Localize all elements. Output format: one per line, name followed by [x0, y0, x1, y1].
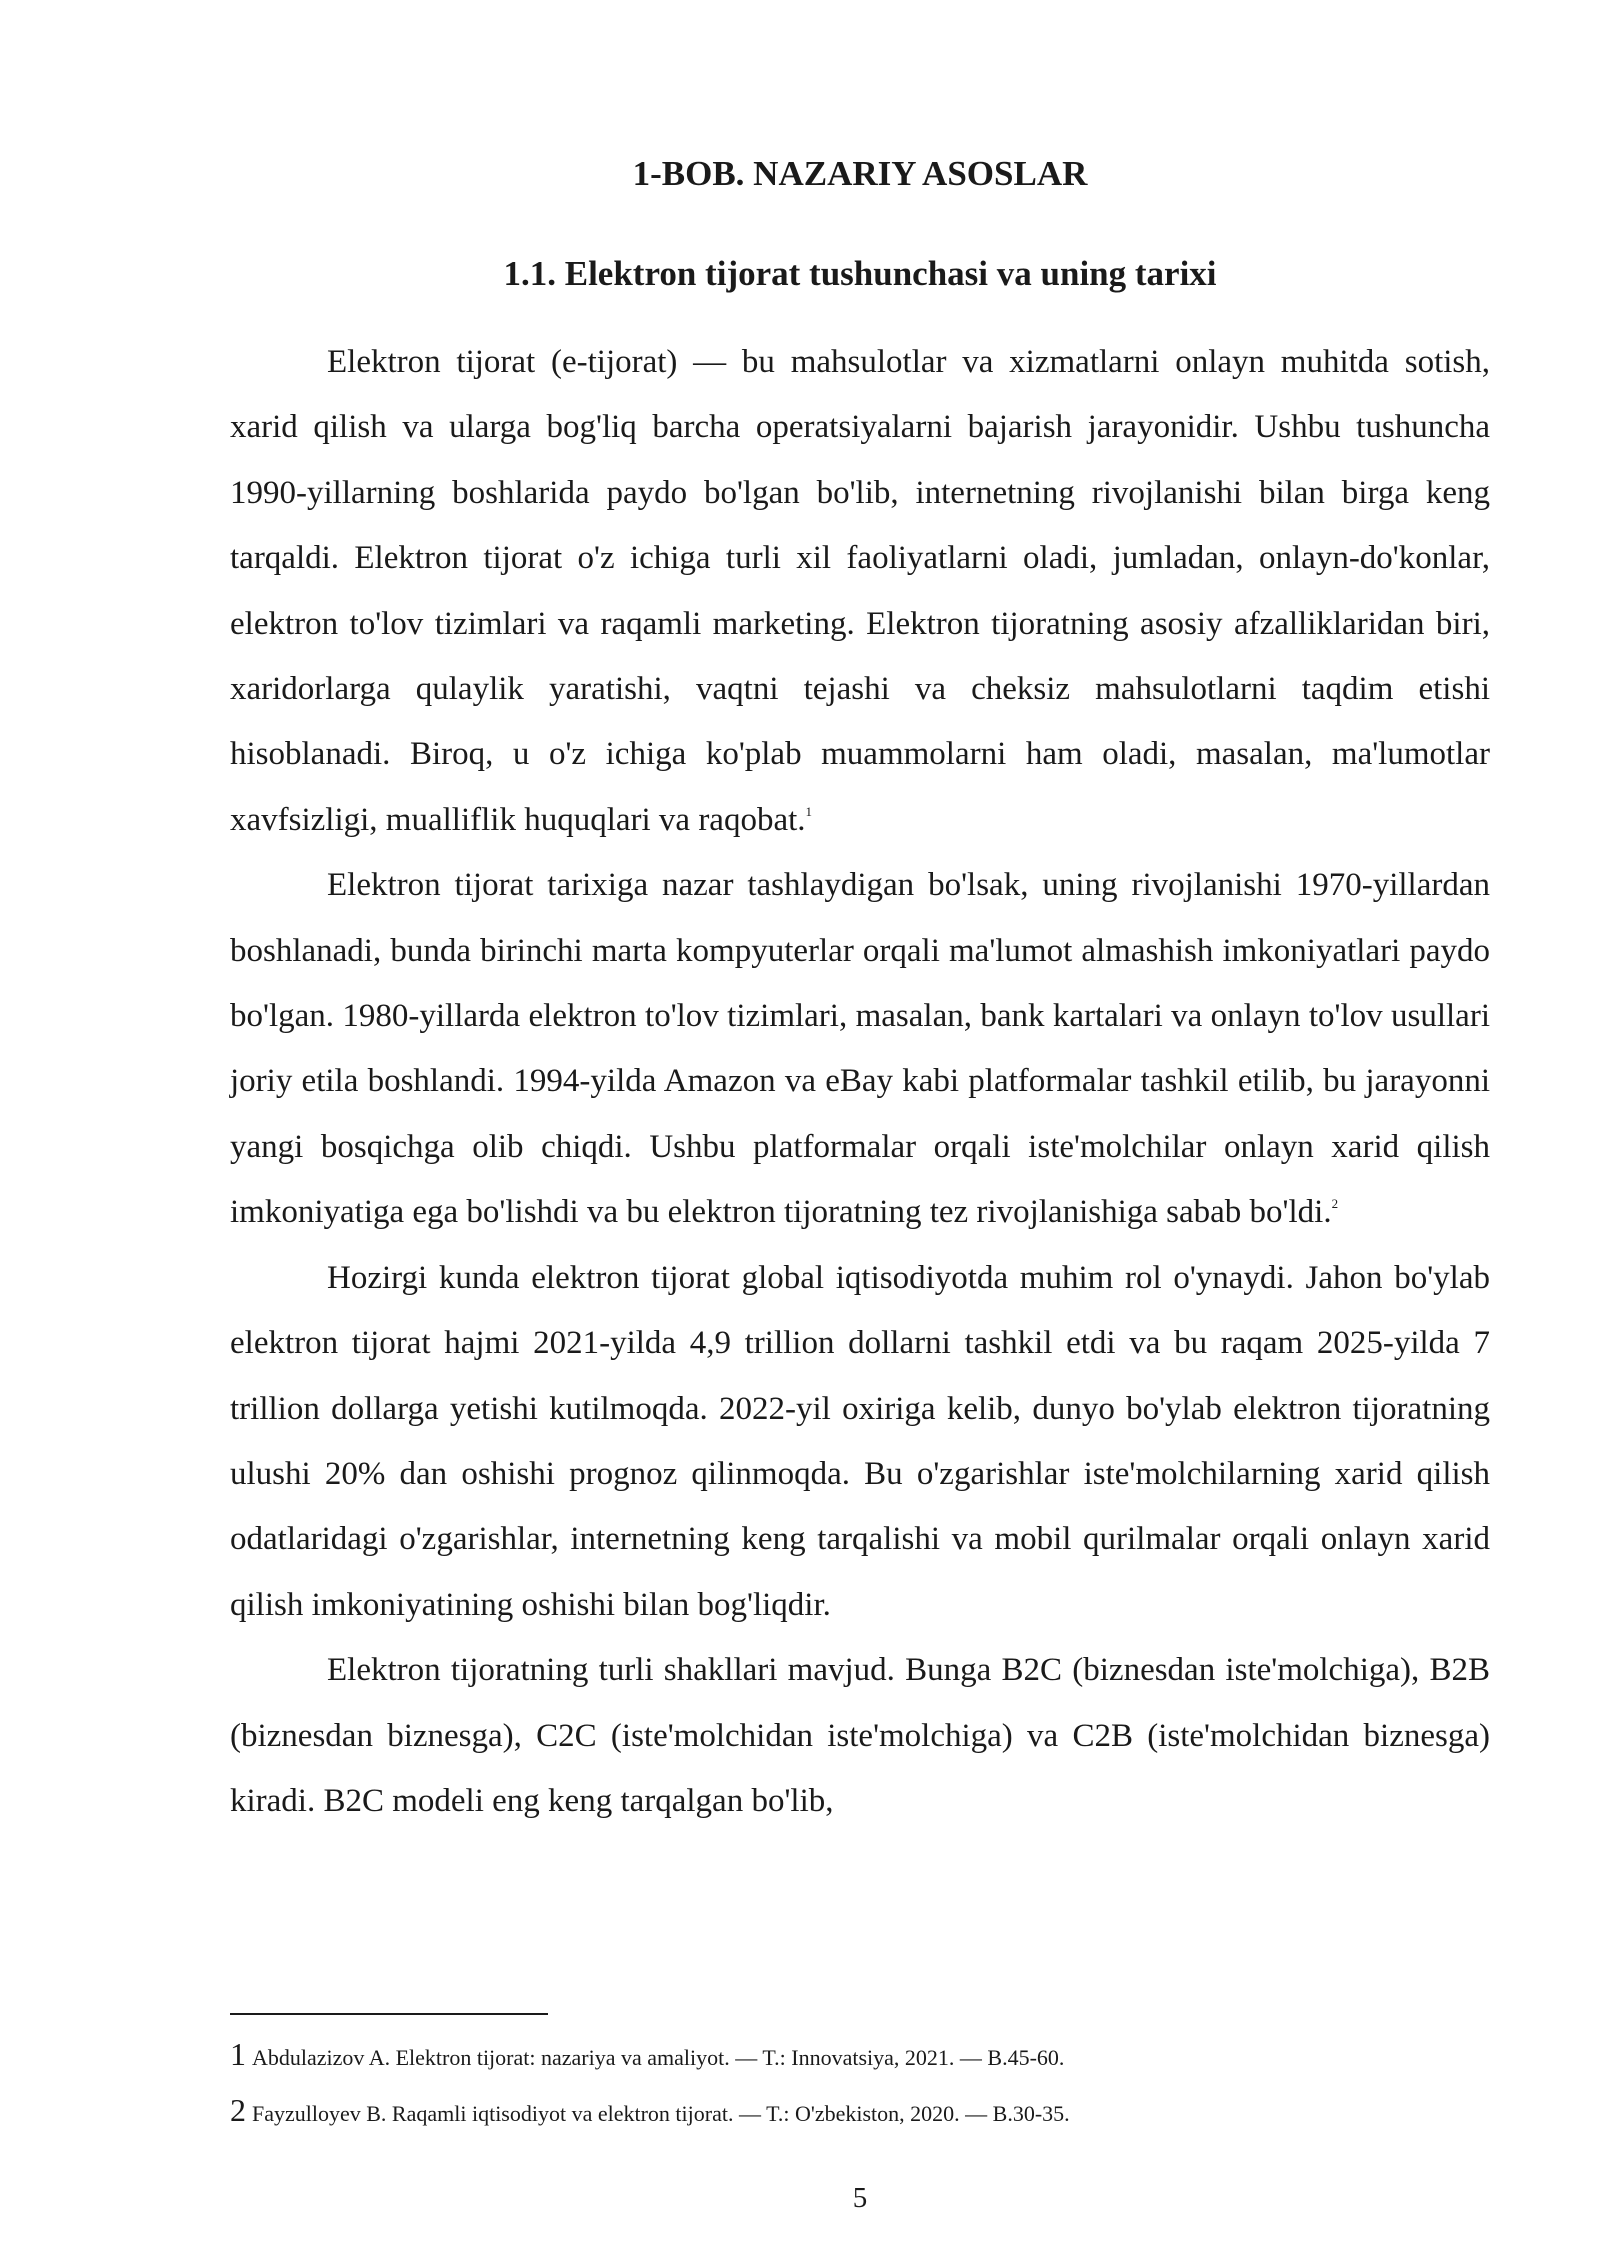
paragraph-1 — [230, 330, 1490, 853]
chapter-title: 1-BOB. NAZARIY ASOSLAR — [632, 154, 1088, 193]
paragraph-text: Hozirgi kunda elektron tijorat global iqtisodiyotda muhim rol o'ynaydi. Jahon bo'ylab elektron tijorat hajmi 2021-yilda 4,9 trillion dollarni tashkil etdi va bu raqam 2025-yilda 7 trillion dollarga yetishi kutilmoqda. 2022-yil oxiriga kelib, dunyo bo'ylab elektron tijoratning ulushi 20% dan oshishi prognoz qilinmoqda. Bu o'zgarishlar iste'molchilarning xarid qilish odatlaridagi o'zgarishlar, internetning keng tarqalishi va mobil qurilmalar orqali onlayn xarid qilish imkoniyatining oshishi bilan bog'liqdir. — [230, 1259, 1490, 1623]
footnote-number: 2 — [230, 2092, 246, 2128]
footnotes — [230, 2028, 1490, 2140]
footnote-1 — [230, 2028, 1490, 2084]
paragraph-2 — [230, 853, 1490, 1245]
footnote-ref-1[interactable]: 1 — [805, 803, 813, 819]
paragraph-text: Elektron tijoratning turli shakllari mavjud. Bunga B2C (biznesdan iste'molchiga), B2B (biznesdan biznesga), C2C (iste'molchidan iste'molchiga) va C2B (iste'molchidan biznesga) kiradi. B2C modeli eng keng tarqalgan bo'lib, — [230, 1652, 1490, 1819]
paragraph-text: Elektron tijorat tarixiga nazar tashlaydigan bo'lsak, uning rivojlanishi 1970-yillardan boshlanadi, bunda birinchi marta kompyuterlar orqali ma'lumot almashish imkoniyatlari paydo bo'lgan. 1980-yillarda elektron to'lov tizimlari, masalan, bank kartalari va onlayn to'lov usullari joriy etila boshlandi. 1994-yilda Amazon va eBay kabi platformalar tashkil etilib, bu jarayonni yangi bosqichga olib chiqdi. Ushbu platformalar orqali iste'molchilar onlayn xarid qilish imkoniyatiga ega bo'lishdi va bu elektron tijoratning tez rivojlanishiga sabab bo'ldi. — [230, 867, 1490, 1231]
footnote-number: 1 — [230, 2036, 246, 2072]
section-title: 1.1. Elektron tijorat tushunchasi va uning tarixi — [503, 254, 1217, 293]
page-number: 5 — [852, 2182, 868, 2214]
footnote-separator — [230, 2013, 548, 2015]
footnote-text: Fayzulloyev B. Raqamli iqtisodiyot va elektron tijorat. — T.: O'zbekiston, 2020. — B.30-35. — [252, 2101, 1070, 2126]
paragraph-text: Elektron tijorat (e-tijorat) — bu mahsulotlar va xizmatlarni onlayn muhitda sotish, xarid qilish va ularga bog'liq barcha operatsiyalarni bajarish jarayonidir. Ushbu tushuncha 1990-yillarning boshlarida paydo bo'lgan bo'lib, internetning rivojlanishi bilan birga keng tarqaldi. Elektron tijorat o'z ichiga turli xil faoliyatlarni oladi, jumladan, onlayn-do'konlar, elektron to'lov tizimlari va raqamli marketing. Elektron tijoratning asosiy afzalliklaridan biri, xaridorlarga qulaylik yaratishi, vaqtni tejashi va cheksiz mahsulotlarni taqdim etishi hisoblanadi. Biroq, u o'z ichiga ko'plab muammolarni ham oladi, masalan, ma'lumotlar xavfsizligi, mualliflik huquqlari va raqobat. — [230, 344, 1490, 838]
body-text — [230, 330, 1490, 1834]
footnote-text: Abdulazizov A. Elektron tijorat: nazariya va amaliyot. — T.: Innovatsiya, 2021. — B.45-60. — [252, 2045, 1065, 2070]
footnote-ref-2[interactable]: 2 — [1331, 1196, 1339, 1212]
footnote-2 — [230, 2084, 1490, 2140]
paragraph-4 — [230, 1638, 1490, 1834]
document-page — [230, 0, 1490, 2262]
paragraph-3 — [230, 1246, 1490, 1638]
